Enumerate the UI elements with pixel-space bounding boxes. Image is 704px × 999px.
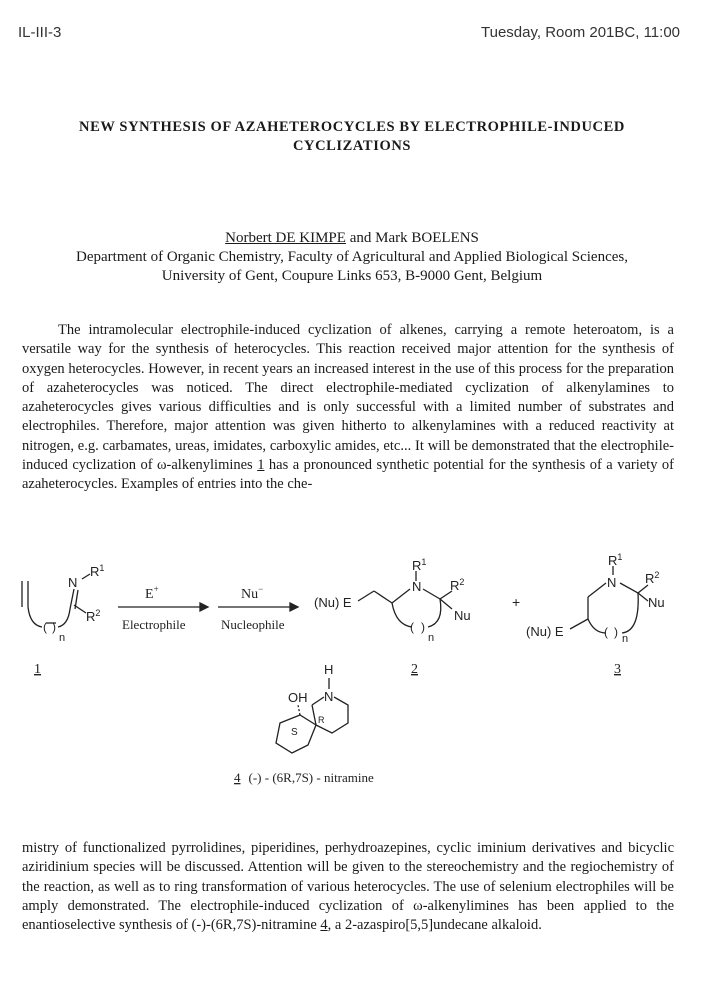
arrow-head-2 bbox=[290, 603, 298, 611]
r2-bond bbox=[74, 605, 86, 613]
label-nucleophile: Nucleophile bbox=[221, 617, 285, 632]
closing-paragraph bbox=[22, 839, 674, 935]
intro-text-end: has a pronounced synthetic potential for the synthesis of a variety of azaheterocycles. Examples of entries into the che- bbox=[22, 457, 674, 493]
ring2-arc-right bbox=[428, 599, 441, 627]
stereo-s: S bbox=[291, 727, 298, 738]
ring2-r2-label: $R^2$ bbox=[450, 577, 465, 593]
chain-bracket: ( bbox=[43, 620, 47, 634]
plus-sign: + bbox=[512, 594, 521, 610]
e-bond-3 bbox=[570, 619, 588, 629]
nitrogen-atom: N bbox=[68, 575, 78, 590]
session-info: Tuesday, Room 201BC, 11:00 bbox=[481, 24, 680, 41]
ring2-bracket-close: ) bbox=[421, 620, 425, 634]
ring3-r2-bond bbox=[638, 585, 648, 593]
closing-text-end: , a 2-azaspiro[5,5]undecane alkaloid. bbox=[327, 917, 542, 934]
chain-bracket-close: ) bbox=[52, 620, 56, 634]
piperidine-bond-spiro bbox=[312, 705, 316, 725]
paper-title: NEW SYNTHESIS OF AZAHETEROCYCLES BY ELECTROPHILE-INDUCED CYCLIZATIONS bbox=[79, 119, 625, 154]
reaction-scheme bbox=[0, 545, 704, 795]
affiliation-line-1: Department of Organic Chemistry, Faculty of Agricultural and Applied Biological Sciences, bbox=[76, 249, 628, 265]
author-second: Mark BOELENS bbox=[375, 230, 479, 246]
r1-bond bbox=[82, 574, 90, 579]
label-electrophile: Electrophile bbox=[122, 617, 186, 632]
oh-bond bbox=[298, 705, 300, 715]
e-bond-2 bbox=[358, 591, 374, 601]
ring3-nitrogen: N bbox=[607, 575, 617, 590]
ring3-r1-label: $R^1$ bbox=[608, 552, 623, 568]
compound-label-2: 2 bbox=[411, 662, 418, 677]
compound-1-structure bbox=[22, 563, 104, 644]
ring2-arc-left bbox=[392, 603, 412, 627]
r1-label: $R^1$ bbox=[90, 563, 105, 579]
ring3-nu-label: Nu bbox=[648, 595, 665, 610]
nu-e-group-3: (Nu) E bbox=[526, 624, 564, 639]
arrow-head-1 bbox=[200, 603, 208, 611]
caption-text: (-) - (6R,7S) - nitramine bbox=[248, 770, 374, 785]
intro-text: The intramolecular electrophile-induced cyclization of alkenes, carrying a remote heteroatom, is a versatile way for the synthesis of heterocycles. This reaction received major attention for the synthesis of oxygen heterocycles. However, in recent years an increased interest in the use of this process for the preparation of azaheterocycles was noticed. The direct electrophile-mediated cyclization of alkenylamines to azaheterocycles gives various difficulties and is only successful with a limited number of substrates and electrophiles. Therefore, major attention was given hitherto to alkenylamines with a reduced reactivity at nitrogen, e.g. carbamates, ureas, imidates, carboxylic amides, etc... It will be demonstrated that the electrophile-induced cyclization of ω-alkenylimines bbox=[22, 322, 674, 474]
arrow-nucleophile bbox=[218, 584, 298, 632]
nu-e-group-2: (Nu) E bbox=[314, 595, 352, 610]
ring3-nu-bond bbox=[638, 593, 648, 601]
author-line bbox=[0, 229, 704, 248]
chain-right bbox=[58, 609, 70, 627]
piperidine-bond-n bbox=[312, 697, 324, 705]
ring3-bond-c bbox=[620, 583, 638, 593]
ring2-bond-c bbox=[423, 589, 440, 599]
arrow-electrophile bbox=[118, 584, 208, 632]
compound-label-3: 3 bbox=[614, 662, 621, 677]
ring2-subscript-n: n bbox=[428, 632, 435, 644]
ring2-nu-label: Nu bbox=[454, 608, 471, 623]
ring2-nu-bond bbox=[440, 599, 452, 609]
electrophile-symbol: E+ bbox=[145, 584, 159, 602]
compound-4-structure bbox=[276, 662, 348, 753]
ring3-bond-b bbox=[588, 583, 606, 597]
subscript-n: n bbox=[59, 632, 66, 644]
ring3-bracket-close: ) bbox=[614, 625, 618, 639]
authors-block bbox=[0, 229, 704, 286]
ring2-bond-a bbox=[374, 591, 392, 603]
abstract-code: IL-III-3 bbox=[18, 24, 62, 41]
compound-2-structure bbox=[314, 557, 471, 644]
ring3-r2-label: $R^2$ bbox=[645, 570, 660, 586]
ring3-arc-right bbox=[622, 593, 638, 633]
hydroxyl-label: OH bbox=[288, 690, 308, 705]
compound-ref-1: 1 bbox=[257, 457, 265, 474]
ring2-bracket: ( bbox=[410, 620, 414, 634]
ring2-r1-label: $R^1$ bbox=[412, 557, 427, 573]
affiliation-line-2: University of Gent, Coupure Links 653, B-9000 Gent, Belgium bbox=[161, 268, 543, 284]
author-presenting: Norbert DE KIMPE bbox=[225, 230, 346, 246]
r2-label: $R^2$ bbox=[86, 608, 101, 624]
compound-label-1: 1 bbox=[34, 662, 41, 677]
compound-label-4: 4 bbox=[234, 770, 241, 785]
imine-carbon-bond bbox=[70, 589, 74, 609]
ring3-subscript-n: n bbox=[622, 633, 629, 645]
ring2-bond-b bbox=[392, 589, 410, 603]
intro-paragraph bbox=[22, 321, 674, 495]
stereo-r: R bbox=[318, 715, 325, 725]
ring2-nitrogen: N bbox=[412, 579, 422, 594]
compound-ref-4: 4 bbox=[320, 917, 328, 934]
nucleophile-symbol: Nu− bbox=[241, 584, 264, 602]
nitramine-h: H bbox=[324, 662, 334, 677]
chain-left bbox=[28, 607, 42, 627]
nitramine-caption bbox=[234, 770, 374, 785]
author-conjunction: and bbox=[349, 230, 372, 246]
ring3-bracket: ( bbox=[604, 625, 608, 639]
nitramine-nitrogen: N bbox=[324, 689, 334, 704]
closing-text: mistry of functionalized pyrrolidines, piperidines, perhydroazepines, cyclic iminium derivatives and bicyclic aziridinium species will be discussed. Attention will be given to the stereochemistry and the regiochemistry of the reaction, as well as to ring transformation of various heterocycles. The use of selenium electrophiles will be amply demonstrated. The electrophile-induced cyclization of ω-alkenylimines has been applied to the enantioselective synthesis of (-)-(6R,7S)-nitramine bbox=[22, 840, 674, 934]
compound-3-structure bbox=[526, 552, 665, 645]
